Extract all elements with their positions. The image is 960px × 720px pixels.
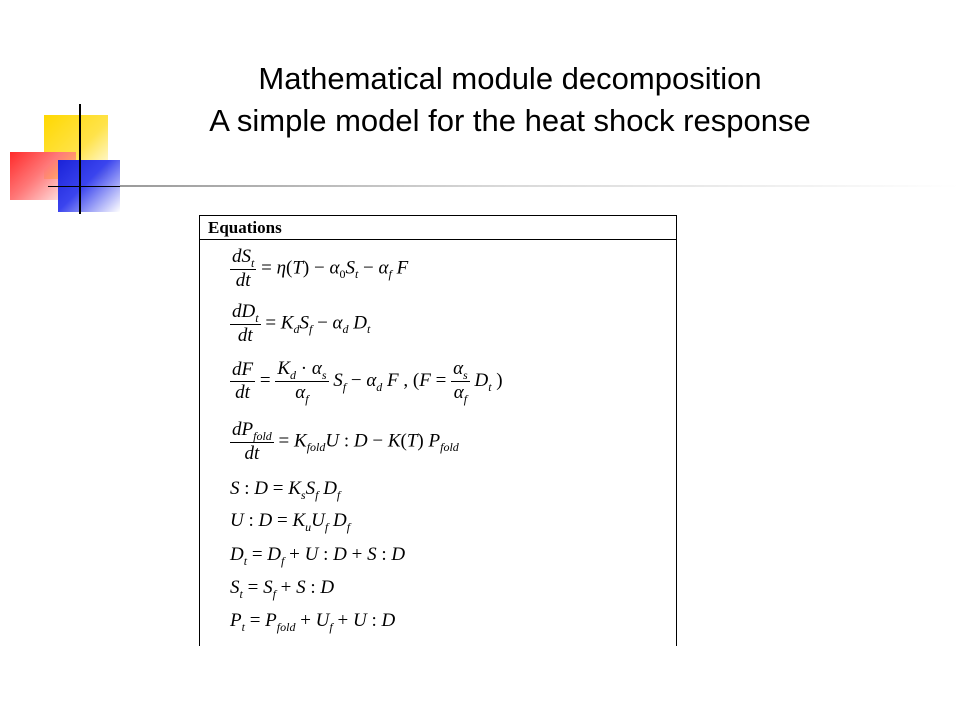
equation-6: U : $D = K_uU_f$ $D_f$ — [230, 510, 351, 534]
equation-4: $\frac{dP_{fold}}{dt}$ = $K_{fold}U$ : D − K(T) $P_{fold}$ — [232, 419, 459, 464]
equation-2: $\frac{dD_t}{dt}$ = $K_dS_f - \alpha_d$ $D_t$ — [232, 301, 371, 346]
equation-8: $S_t = S_f + S$ : D — [230, 577, 335, 601]
equation-3: $\frac{dF}{dt}$ = $\frac{K_d \cdot \alpha_s}{\alpha_f}$ $S_f - \alpha_d$ F , (F = $\frac{\alpha_s}{\alpha_f}$ $D_t$ ) — [232, 358, 503, 406]
equation-7: $D_t = D_f + U$ : D + S : D — [230, 544, 406, 568]
equations-header — [200, 216, 676, 240]
equation-9: $P_t = P_{fold} + U_f + U$ : D — [230, 610, 396, 634]
equations-table — [199, 215, 677, 646]
logo-horizontal-line — [48, 186, 123, 187]
slide-title — [80, 58, 940, 142]
title-line-1: Mathematical module decomposition — [258, 61, 762, 96]
title-underline — [120, 185, 960, 187]
equations-header-label: Equations — [208, 218, 282, 237]
title-line-2: A simple model for the heat shock response — [209, 103, 811, 138]
equation-1: $\frac{dS_t}{dt}$ = $\eta(T) - \alpha_0S_t - \alpha_f$ F — [232, 246, 409, 291]
equation-5: S : $D = K_sS_f$ $D_f$ — [230, 478, 341, 502]
